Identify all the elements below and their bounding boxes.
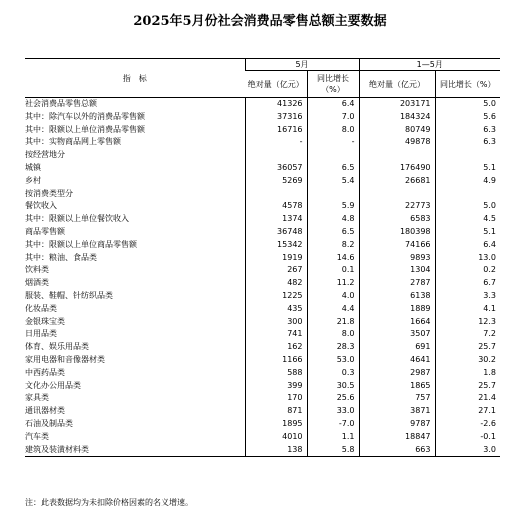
row-label: 金银珠宝类 [25,316,65,326]
may-growth-cell: 11.2 [307,277,359,290]
row-label: 其中：除汽车以外的消费品零售额 [25,111,145,121]
ytd-growth-cell: 6.7 [435,277,500,290]
table-row [25,213,500,226]
ytd-growth-cell: 5.6 [435,111,500,124]
may-growth-cell: 7.0 [307,111,359,124]
may-absolute-cell: 170 [245,392,307,405]
may-absolute-cell: 4578 [245,200,307,213]
row-label: 化妆品类 [25,303,57,313]
row-label: 餐饮收入 [25,201,57,211]
may-growth-cell: 0.3 [307,367,359,380]
may-absolute-cell: 5269 [245,175,307,188]
may-absolute-cell: 741 [245,328,307,341]
row-label: 社会消费品零售总额 [25,99,97,108]
may-absolute-cell: - [245,136,307,149]
table-row [25,136,500,149]
ytd-growth-cell: 6.4 [435,239,500,252]
ytd-growth-cell: 25.7 [435,380,500,393]
ytd-growth-cell: 6.3 [435,124,500,137]
may-growth-header: 同比增长（%） [307,71,359,98]
table-row [25,149,500,162]
ytd-growth-cell: 30.2 [435,354,500,367]
row-label: 家用电器和音像器材类 [25,354,105,364]
row-label: 按经营地分 [25,150,65,160]
ytd-absolute-cell: 2987 [359,367,435,380]
may-growth-cell: 8.0 [307,328,359,341]
may-absolute-cell: 267 [245,264,307,277]
ytd-absolute-cell: 1304 [359,264,435,277]
may-absolute-cell: 36748 [245,226,307,239]
ytd-absolute-cell: 26681 [359,175,435,188]
may-growth-cell: 30.5 [307,380,359,393]
ytd-growth-cell: -2.6 [435,418,500,431]
table-row [25,277,500,290]
may-growth-cell: 5.4 [307,175,359,188]
ytd-growth-cell: 5.1 [435,226,500,239]
row-label: 汽车类 [25,431,49,441]
ytd-absolute-header: 绝对量（亿元） [359,71,435,98]
ytd-growth-cell: 27.1 [435,405,500,418]
table-row [25,380,500,393]
ytd-absolute-cell [359,149,435,162]
may-absolute-cell: 435 [245,303,307,316]
ytd-absolute-cell: 9893 [359,252,435,265]
ytd-absolute-cell: 2787 [359,277,435,290]
ytd-growth-cell: -0.1 [435,431,500,444]
retail-sales-table [25,58,500,457]
row-label: 建筑及装潢材料类 [25,444,245,457]
table-row [25,392,500,405]
may-growth-cell: 8.0 [307,124,359,137]
may-absolute-cell [245,188,307,201]
may-growth-cell: 25.6 [307,392,359,405]
table-row [25,303,500,316]
may-absolute-cell: 588 [245,367,307,380]
ytd-absolute-cell [359,188,435,201]
may-absolute-cell: 138 [245,444,307,457]
ytd-absolute-cell: 1889 [359,303,435,316]
may-growth-cell: 28.3 [307,341,359,354]
period-jan-may-header: 1—5月 [359,59,500,71]
row-label: 中西药品类 [25,367,65,377]
ytd-growth-cell: 4.9 [435,175,500,188]
table-row [25,418,500,431]
may-absolute-cell: 37316 [245,111,307,124]
table-row [25,316,500,329]
row-label: 饮料类 [25,265,49,275]
ytd-growth-cell: 7.2 [435,328,500,341]
may-growth-cell: 6.5 [307,226,359,239]
table-row [25,405,500,418]
may-absolute-cell [245,149,307,162]
row-label: 乡村 [25,175,41,185]
ytd-absolute-cell: 663 [359,444,435,457]
may-growth-cell: 8.2 [307,239,359,252]
ytd-growth-cell: 25.7 [435,341,500,354]
row-label: 体育、娱乐用品类 [25,342,89,352]
row-label: 服装、鞋帽、针纺织品类 [25,290,113,300]
may-growth-cell: 53.0 [307,354,359,367]
ytd-absolute-cell: 203171 [359,98,435,111]
footnote: 注：此表数据均为未扣除价格因素的名义增速。 [25,498,193,507]
table-row [25,264,500,277]
may-absolute-cell: 36057 [245,162,307,175]
may-growth-cell: 4.4 [307,303,359,316]
table-row [25,98,500,111]
table-row [25,431,500,444]
row-label: 石油及制品类 [25,418,73,428]
ytd-absolute-cell: 74166 [359,239,435,252]
may-absolute-header: 绝对量（亿元） [245,71,307,98]
row-label: 其中：粮油、食品类 [25,252,97,262]
may-growth-cell [307,149,359,162]
ytd-absolute-cell: 176490 [359,162,435,175]
may-growth-cell: 14.6 [307,252,359,265]
ytd-growth-cell: 5.0 [435,200,500,213]
may-absolute-cell: 399 [245,380,307,393]
ytd-growth-cell [435,149,500,162]
may-growth-cell [307,188,359,201]
ytd-growth-header: 同比增长（%） [435,71,500,98]
row-label: 其中：限额以上单位餐饮收入 [25,214,129,224]
ytd-growth-cell: 12.3 [435,316,500,329]
ytd-absolute-cell: 18847 [359,431,435,444]
ytd-absolute-cell: 180398 [359,226,435,239]
may-growth-cell: 5.8 [307,444,359,457]
ytd-growth-cell: 5.1 [435,162,500,175]
may-absolute-cell: 1225 [245,290,307,303]
ytd-absolute-cell: 1865 [359,380,435,393]
may-growth-cell: 33.0 [307,405,359,418]
may-growth-cell: 21.8 [307,316,359,329]
table-row [25,175,500,188]
row-label: 其中：限额以上单位消费品零售额 [25,124,145,134]
table-body [25,98,500,457]
table-row [25,200,500,213]
ytd-absolute-cell: 1664 [359,316,435,329]
row-label: 城镇 [25,162,41,172]
ytd-absolute-cell: 3507 [359,328,435,341]
ytd-absolute-cell: 6138 [359,290,435,303]
ytd-absolute-cell: 22773 [359,200,435,213]
ytd-absolute-cell: 691 [359,341,435,354]
ytd-growth-cell: 1.8 [435,367,500,380]
may-growth-cell: - [307,136,359,149]
table-row [25,341,500,354]
ytd-growth-cell: 4.1 [435,303,500,316]
may-absolute-cell: 16716 [245,124,307,137]
may-absolute-cell: 162 [245,341,307,354]
may-growth-cell: 5.9 [307,200,359,213]
row-label: 按消费类型分 [25,188,73,198]
row-label: 家具类 [25,393,49,403]
table-row [25,239,500,252]
row-label: 文化办公用品类 [25,380,81,390]
row-label: 通讯器材类 [25,406,65,416]
row-label: 烟酒类 [25,278,49,288]
may-growth-cell: 6.5 [307,162,359,175]
ytd-absolute-cell: 757 [359,392,435,405]
row-label: 日用品类 [25,329,57,339]
table-row [25,290,500,303]
may-growth-cell: -7.0 [307,418,359,431]
may-absolute-cell: 1374 [245,213,307,226]
may-absolute-cell: 871 [245,405,307,418]
ytd-absolute-cell: 9787 [359,418,435,431]
may-absolute-cell: 4010 [245,431,307,444]
may-growth-cell: 1.1 [307,431,359,444]
may-growth-cell: 0.1 [307,264,359,277]
may-growth-cell: 4.0 [307,290,359,303]
ytd-absolute-cell: 6583 [359,213,435,226]
table-row [25,444,500,457]
table-row [25,162,500,175]
ytd-growth-cell: 3.3 [435,290,500,303]
page-title: 2025年5月份社会消费品零售总额主要数据 [133,14,387,29]
table-row [25,367,500,380]
period-may-header: 5月 [245,59,359,71]
ytd-absolute-cell: 4641 [359,354,435,367]
ytd-growth-cell: 0.2 [435,264,500,277]
ytd-growth-cell: 13.0 [435,252,500,265]
ytd-growth-cell: 4.5 [435,213,500,226]
row-label: 其中：实物商品网上零售额 [25,137,121,147]
may-absolute-cell: 482 [245,277,307,290]
table-row [25,124,500,137]
may-growth-cell: 6.4 [307,98,359,111]
table-row [25,252,500,265]
row-label: 商品零售额 [25,226,65,236]
may-absolute-cell: 1166 [245,354,307,367]
may-absolute-cell: 15342 [245,239,307,252]
ytd-growth-cell [435,188,500,201]
row-label: 其中：限额以上单位商品零售额 [25,239,137,249]
ytd-growth-cell: 6.3 [435,136,500,149]
ytd-absolute-cell: 49878 [359,136,435,149]
may-growth-cell: 4.8 [307,213,359,226]
may-absolute-cell: 1919 [245,252,307,265]
may-absolute-cell: 1895 [245,418,307,431]
ytd-absolute-cell: 184324 [359,111,435,124]
table-row [25,328,500,341]
ytd-growth-cell: 5.0 [435,98,500,111]
may-absolute-cell: 41326 [245,98,307,111]
table-row [25,188,500,201]
ytd-growth-cell: 21.4 [435,392,500,405]
may-absolute-cell: 300 [245,316,307,329]
ytd-absolute-cell: 3871 [359,405,435,418]
ytd-absolute-cell: 80749 [359,124,435,137]
indicator-header: 指 标 [25,59,245,98]
table-row [25,354,500,367]
table-row [25,226,500,239]
ytd-growth-cell: 3.0 [435,444,500,457]
table-row [25,111,500,124]
